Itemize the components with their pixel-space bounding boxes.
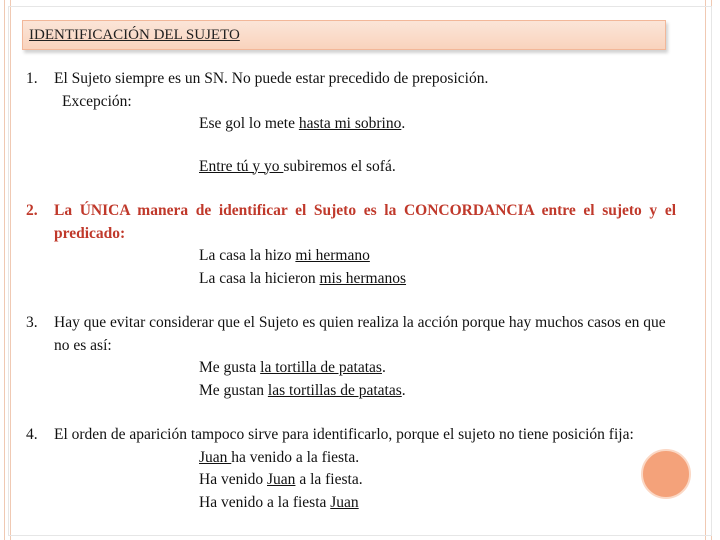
example-line	[54, 113, 676, 136]
item-number: 1.	[26, 70, 38, 87]
example-text: Ha venido	[199, 471, 268, 488]
item-text: Hay que evitar considerar que el Sujeto es quien realiza la acción porque hay muchos casos en que no es así:	[54, 314, 666, 354]
example-line	[54, 245, 676, 268]
list-item-1	[26, 68, 676, 178]
subject-underlined: las tortillas de patatas	[267, 381, 402, 399]
subject-underlined: Juan	[267, 471, 296, 488]
slide-content	[26, 68, 676, 514]
example-text: .	[401, 381, 406, 399]
item-text: El Sujeto siempre es un SN. No puede estar precedido de preposición.	[54, 70, 489, 87]
left-decor-line-outer	[4, 0, 5, 540]
example-text: Me gustan	[199, 381, 268, 399]
subject-underlined: mis hermanos	[319, 269, 407, 287]
decorative-circle	[641, 449, 691, 499]
subject-underlined: Juan	[199, 448, 232, 466]
subject-underlined: mi hermano	[295, 247, 370, 264]
subject-underlined: hasta mi sobrino	[298, 115, 402, 132]
example-line	[54, 492, 676, 515]
item-text-highlight: La ÚNICA manera de identificar el Sujeto es la CONCORDANCIA entre el sujeto y el predicado:	[54, 202, 676, 242]
example-line	[54, 156, 676, 179]
example-text: Me gusta	[199, 359, 261, 376]
exception-label: Excepción:	[62, 92, 132, 110]
example-text: La casa la hicieron	[199, 269, 320, 287]
example-text: a la fiesta.	[295, 471, 363, 488]
example-text: La casa la hizo	[199, 247, 296, 264]
slide-title: IDENTIFICACIÓN DEL SUJETO	[29, 27, 240, 43]
subject-underlined: Entre tú y yo	[199, 157, 284, 175]
subject-underlined: Juan	[330, 493, 359, 511]
subject-underlined: la tortilla de patatas	[260, 359, 382, 376]
title-banner	[22, 20, 666, 50]
item-text: El orden de aparición tampoco sirve para identificarlo, porque el sujeto no tiene posición fija:	[54, 426, 634, 443]
example-line	[54, 447, 676, 470]
spacer	[26, 290, 676, 312]
item-number: 2.	[26, 202, 38, 219]
example-line	[54, 268, 676, 291]
example-text: Ese gol lo mete	[199, 115, 299, 132]
example-text: Ha venido a la fiesta	[199, 493, 331, 511]
example-line	[54, 469, 676, 492]
example-text: .	[381, 359, 386, 376]
spacer	[54, 136, 676, 156]
item-number: 4.	[26, 426, 38, 443]
example-line	[54, 357, 676, 380]
example-text: ha venido a la fiesta.	[231, 448, 360, 466]
list-item-2	[26, 200, 676, 290]
spacer	[26, 402, 676, 424]
item-number: 3.	[26, 314, 38, 331]
example-text: .	[401, 115, 406, 132]
example-text: subiremos el sofá.	[283, 157, 396, 175]
list-item-4	[26, 424, 676, 514]
example-line	[54, 380, 676, 403]
list-item-3	[26, 312, 676, 402]
spacer	[26, 178, 676, 200]
